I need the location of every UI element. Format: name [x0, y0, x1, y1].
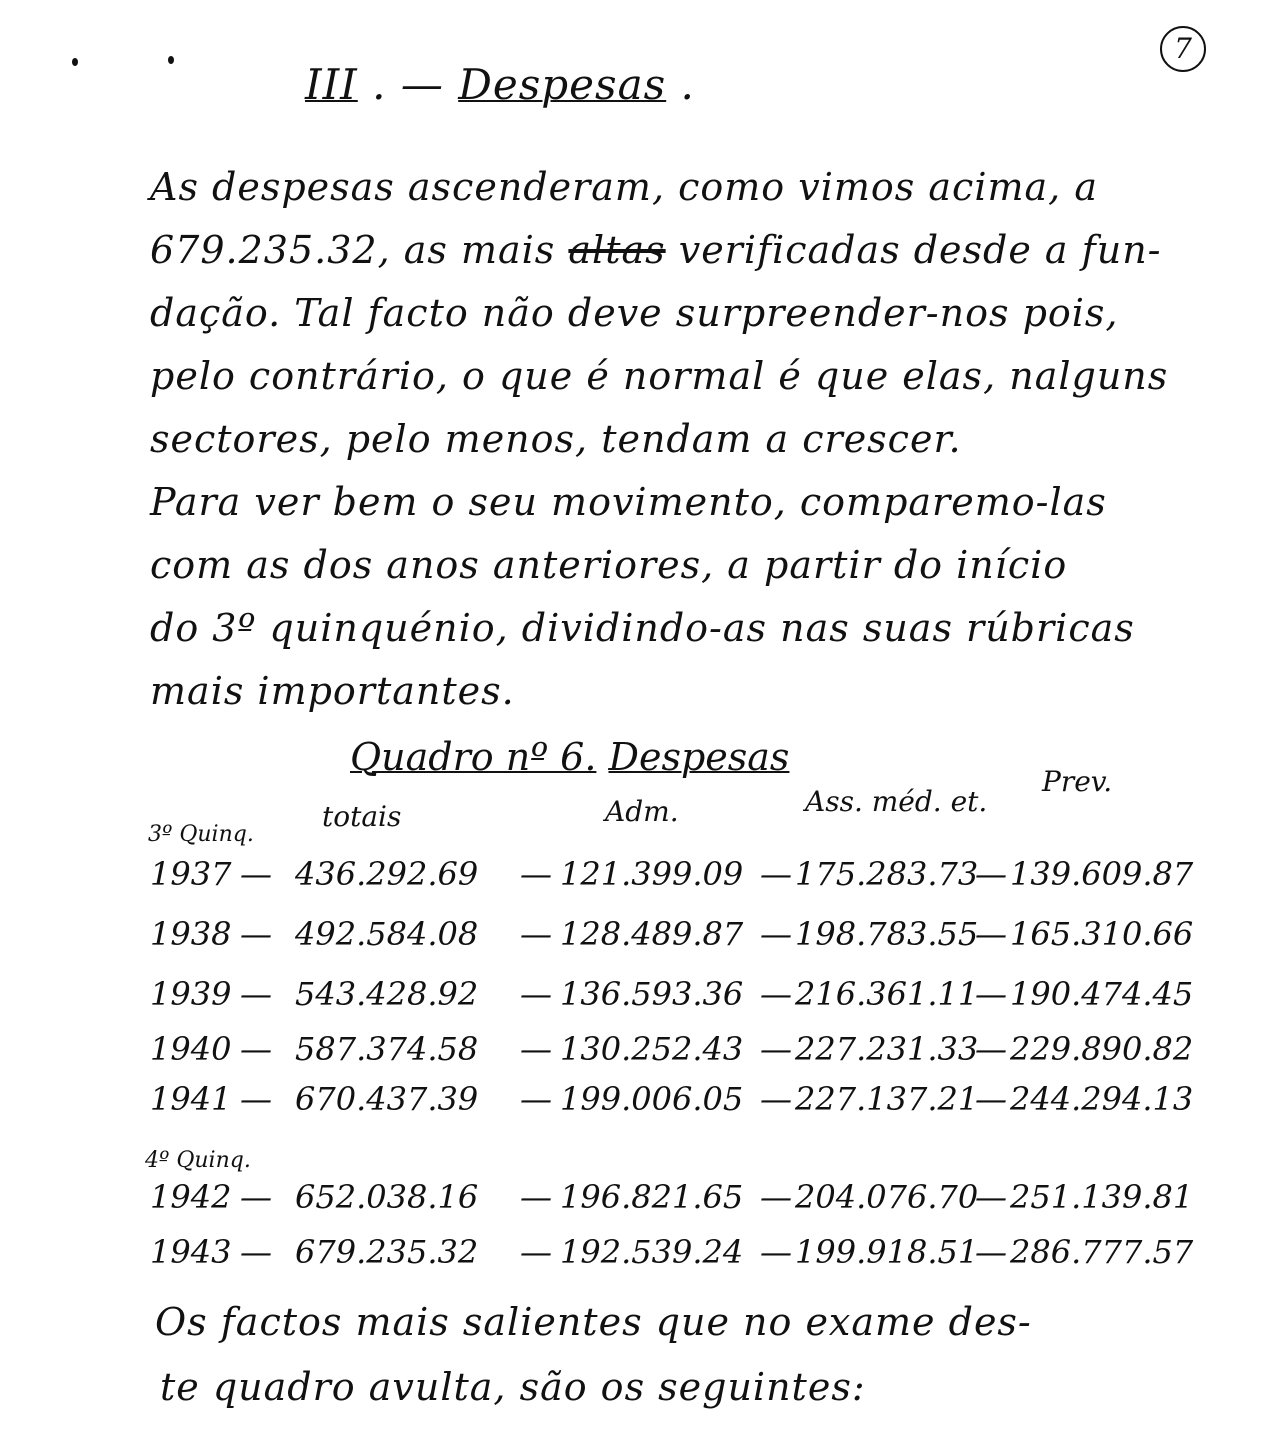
- prev-cell: 229.890.82: [1010, 1030, 1194, 1068]
- ink-speck: [168, 56, 174, 64]
- table-row: 1938 — 492.584.08 — 128.489.87 — 198.783.55 — 165.310.66: [150, 915, 1194, 953]
- paragraph1-line: dação. Tal facto não deve surpreender-nos pois,: [150, 291, 1119, 335]
- total-cell: 492.584.08: [295, 915, 479, 953]
- prev-cell: 165.310.66: [1010, 915, 1194, 953]
- paragraph1-line: do 3º quinquénio, dividindo-as nas suas rúbricas: [150, 606, 1135, 650]
- year-cell: 1943: [150, 1233, 232, 1271]
- adm-cell: 130.252.43: [560, 1030, 744, 1068]
- adm-cell: 128.489.87: [560, 915, 744, 953]
- paragraph1-line: mais importantes.: [150, 669, 515, 713]
- total-cell: 679.235.32: [295, 1233, 479, 1271]
- table-number: Quadro nº 6.: [350, 735, 597, 779]
- paragraph2-line: te quadro avulta, são os seguintes:: [160, 1365, 866, 1409]
- struck-word: altas: [568, 228, 666, 272]
- paragraph1-line: Para ver bem o seu movimento, comparemo-las: [150, 480, 1107, 524]
- paragraph1-line: pelo contrário, o que é normal é que elas, nalguns: [150, 354, 1169, 398]
- ass-cell: 227.137.21: [795, 1080, 979, 1118]
- total-cell: 670.437.39: [295, 1080, 479, 1118]
- year-cell: 1938: [150, 915, 232, 953]
- page-number: 7: [1160, 26, 1206, 72]
- adm-cell: 121.399.09: [560, 855, 744, 893]
- table-row: 1937 — 436.292.69 — 121.399.09 — 175.283.73 — 139.609.87: [150, 855, 1194, 893]
- adm-cell: 192.539.24: [560, 1233, 744, 1271]
- section-numeral: III: [305, 60, 358, 109]
- prev-cell: 244.294.13: [1010, 1080, 1194, 1118]
- ass-cell: 227.231.33: [795, 1030, 979, 1068]
- heading-dash: . —: [372, 60, 444, 109]
- year-cell: 1940: [150, 1030, 232, 1068]
- adm-cell: 136.593.36: [560, 975, 744, 1013]
- heading-dot: .: [680, 60, 695, 109]
- column-header-total: totais: [322, 800, 402, 833]
- section-heading: [305, 60, 695, 109]
- paragraph1-line: com as dos anos anteriores, a partir do início: [150, 543, 1068, 587]
- table-row: 1939 — 543.428.92 — 136.593.36 — 216.361.11 — 190.474.45: [150, 975, 1194, 1013]
- paragraph1-line: sectores, pelo menos, tendam a crescer.: [150, 417, 962, 461]
- total-cell: 436.292.69: [295, 855, 479, 893]
- paragraph1-line: 679.235.32, as mais altas verificadas desde a fun-: [150, 228, 1162, 272]
- period-label-4: 4º Quinq.: [145, 1148, 251, 1173]
- period-label-3: 3º Quinq.: [148, 822, 254, 847]
- prev-cell: 190.474.45: [1010, 975, 1194, 1013]
- section-title: Despesas: [458, 60, 667, 109]
- ink-speck: [72, 58, 78, 66]
- table-title: [350, 735, 789, 779]
- ass-cell: 204.076.70: [795, 1178, 979, 1216]
- ass-cell: 175.283.73: [795, 855, 979, 893]
- adm-cell: 199.006.05: [560, 1080, 744, 1118]
- prev-cell: 286.777.57: [1010, 1233, 1194, 1271]
- table-row: 1941 — 670.437.39 — 199.006.05 — 227.137.21 — 244.294.13: [150, 1080, 1194, 1118]
- total-cell: 652.038.16: [295, 1178, 479, 1216]
- year-cell: 1939: [150, 975, 232, 1013]
- prev-cell: 139.609.87: [1010, 855, 1194, 893]
- prev-cell: 251.139.81: [1010, 1178, 1194, 1216]
- ass-cell: 216.361.11: [795, 975, 979, 1013]
- total-cell: 543.428.92: [295, 975, 479, 1013]
- column-header-ass: Ass. méd. et.: [805, 785, 988, 818]
- ass-cell: 199.918.51: [795, 1233, 979, 1271]
- year-cell: 1937: [150, 855, 232, 893]
- table-row: 1942 — 652.038.16 — 196.821.65 — 204.076.70 — 251.139.81: [150, 1178, 1194, 1216]
- table-row: 1943 — 679.235.32 — 192.539.24 — 199.918.51 — 286.777.57: [150, 1233, 1194, 1271]
- column-header-adm: Adm.: [605, 795, 679, 828]
- ass-cell: 198.783.55: [795, 915, 979, 953]
- column-header-prev: Prev.: [1042, 765, 1113, 798]
- paragraph2-line: Os factos mais salientes que no exame des-: [155, 1300, 1032, 1344]
- total-cell: 587.374.58: [295, 1030, 479, 1068]
- year-cell: 1941: [150, 1080, 232, 1118]
- table-row: 1940 — 587.374.58 — 130.252.43 — 227.231.33 — 229.890.82: [150, 1030, 1194, 1068]
- table-subject: Despesas: [608, 735, 790, 779]
- paragraph1-line: As despesas ascenderam, como vimos acima, a: [150, 165, 1098, 209]
- adm-cell: 196.821.65: [560, 1178, 744, 1216]
- year-cell: 1942: [150, 1178, 232, 1216]
